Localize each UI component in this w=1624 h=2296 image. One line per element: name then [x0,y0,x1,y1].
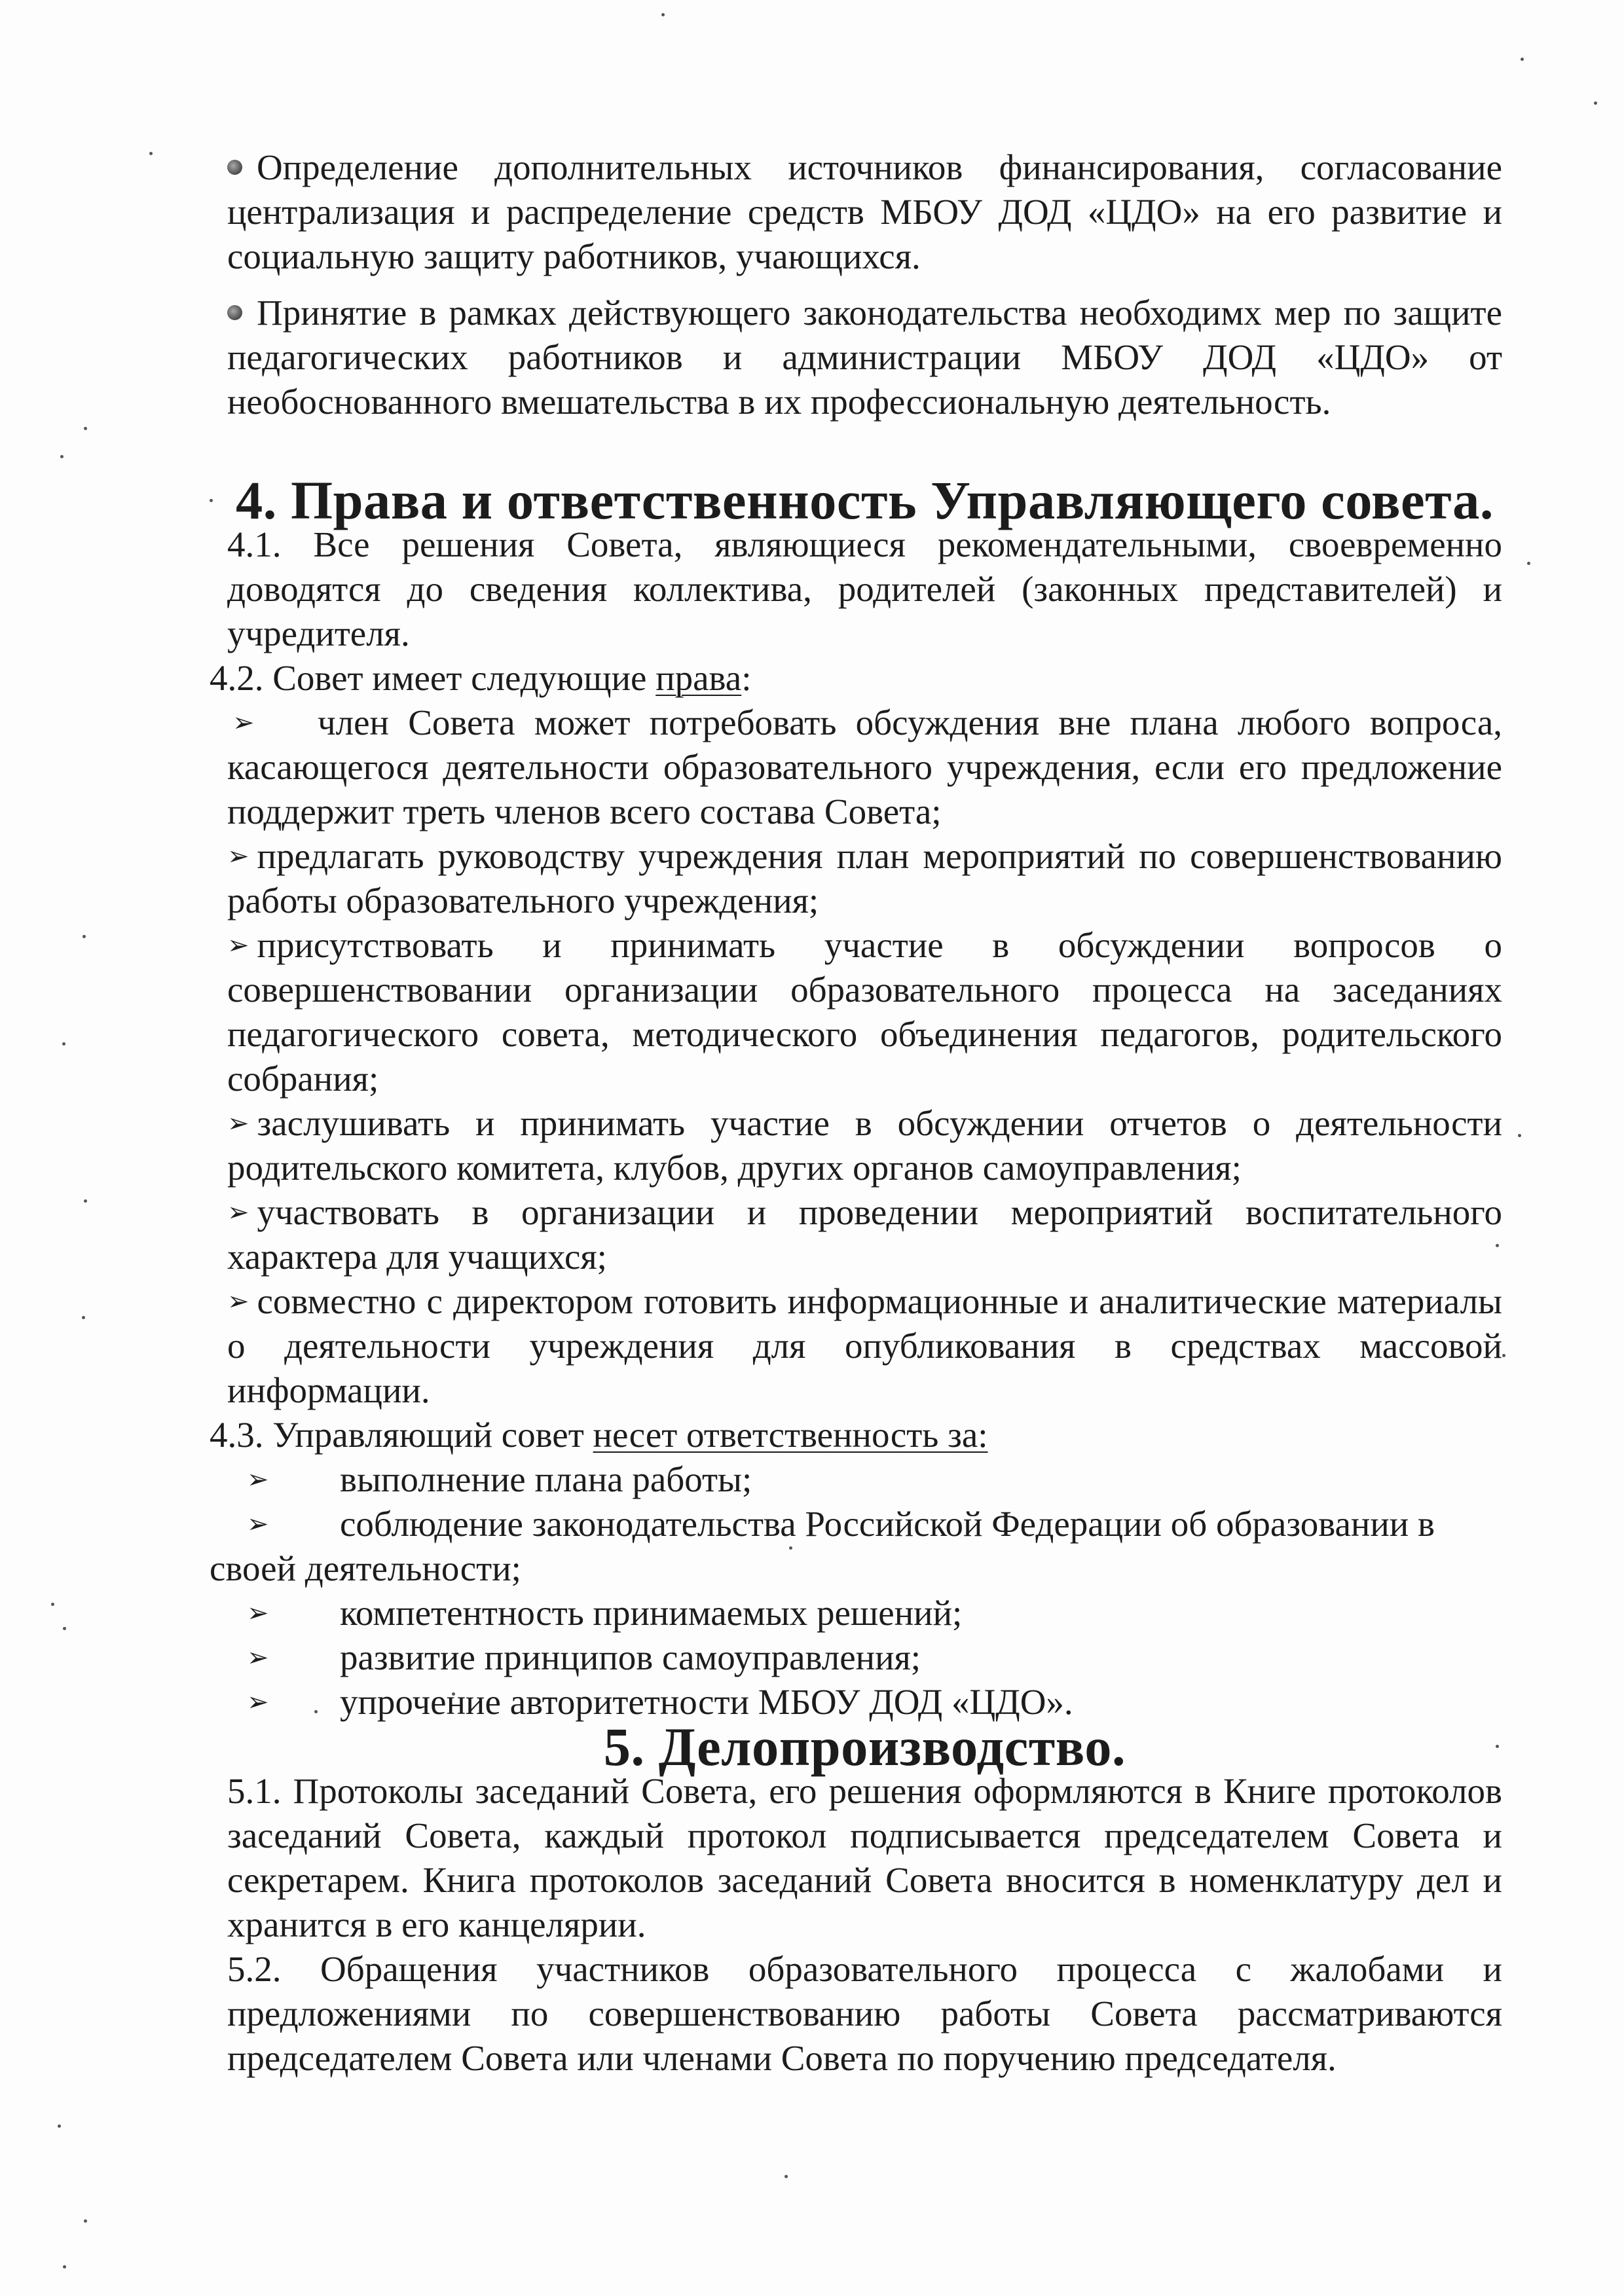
paragraph-4-2 [210,656,1502,701]
right-arrowhead-icon: ➢ [227,1286,249,1317]
scan-speck [60,455,64,458]
liability-item-2-text: соблюдение законодательства Российской Федерации об образовании в [340,1504,1435,1544]
liability-item-4 [227,1635,1502,1680]
liability-item-4-text: развитие принципов самоуправления; [340,1637,921,1677]
scan-speck [1502,1354,1505,1357]
rights-item-1-text: член Совета может потребовать обсуждения вне плана любого вопроса, касающегося деятельности образовательного учреждения, если его предложение поддержит треть членов всего состава Совета; [227,702,1502,831]
scan-speck [84,2219,87,2223]
document-body [210,145,1502,2081]
paragraph-4-3 [210,1413,1502,1457]
right-arrowhead-icon: ➢ [247,1687,269,1718]
liability-item-2 [227,1502,1502,1546]
right-arrowhead-icon: ➢ [227,930,249,961]
rights-item-6-text: совместно с директором готовить информационные и аналитические материалы о деятельности учреждения для опубликования в средствах массовой информации. [227,1281,1502,1410]
section3-bullet-2 [227,291,1502,424]
paragraph-4-2-underlined: права [655,658,742,698]
rights-item-5 [227,1190,1502,1279]
liability-item-2-continuation: своей деятельности; [210,1548,521,1588]
scan-speck [784,2175,788,2178]
scan-speck [82,1316,85,1319]
right-arrowhead-icon: ➢ [247,1509,269,1540]
scan-speck [1527,562,1530,565]
scan-speck [661,13,665,16]
paragraph-4-2-lead: 4.2. Совет имеет следующие [210,658,656,698]
rights-item-4-text: заслушивать и принимать участие в обсуждении отчетов о деятельности родительского комитета, клубов, других органов самоуправления; [227,1103,1502,1188]
paragraph-4-1: 4.1. Все решения Совета, являющиеся рекомендательными, своевременно доводятся до сведения коллектива, родителей (законных представителей) и учредителя. [227,524,1502,653]
rights-item-2 [227,834,1502,923]
rights-item-3 [227,923,1502,1101]
section5-heading: 5. Делопроизводство. [603,1717,1126,1777]
section4-heading: 4. Права и ответственность Управляющего совета. [235,470,1494,530]
paragraph-5-1: 5.1. Протоколы заседаний Совета, его решения оформляются в Книге протоколов заседаний Совета, каждый протокол подписывается председателем Совета и секретарем. Книга протоколов заседаний Совета вносится в номенклатуру дел и хранится в его канцелярии. [227,1771,1502,1944]
right-arrowhead-icon: ➢ [247,1465,269,1495]
right-arrowhead-icon: ➢ [227,1197,249,1228]
paragraph-4-3-lead: 4.3. Управляющий совет [210,1415,593,1455]
filled-circle-bullet-icon [227,305,242,320]
rights-item-4 [227,1101,1502,1190]
right-arrowhead-icon: ➢ [247,1643,269,1673]
filled-circle-bullet-icon [227,160,242,175]
scan-speck [84,427,87,430]
liability-item-3 [227,1591,1502,1635]
rights-item-2-text: предлагать руководству учреждения план мероприятий по совершенствованию работы образовательного учреждения; [227,836,1502,920]
scan-speck [83,935,86,938]
right-arrowhead-icon: ➢ [227,841,249,872]
liability-item-1-text: выполнение плана работы; [340,1459,752,1499]
scan-speck [84,1199,87,1203]
scan-speck [210,499,213,502]
rights-item-3-text: присутствовать и принимать участие в обсуждении вопросов о совершенствовании организации образовательного процесса на заседаниях педагогического совета, методического объединения педагогов, родительского собрания; [227,925,1502,1099]
right-arrowhead-icon: ➢ [227,1108,249,1139]
scan-speck [1594,101,1597,105]
scan-speck [51,1603,54,1606]
right-arrowhead-icon: ➢ [232,708,255,738]
paragraph-5-2: 5.2. Обращения участников образовательного процесса с жалобами и предложениями по совершенствованию работы Совета рассматриваются председателем Совета или членами Совета по поручению председателя. [227,1949,1502,2078]
right-arrowhead-icon: ➢ [247,1598,269,1629]
rights-item-5-text: участвовать в организации и проведении мероприятий воспитательного характера для учащихся; [227,1192,1502,1277]
scan-speck [149,152,153,155]
rights-item-1 [227,701,1502,834]
scan-speck [63,1627,66,1630]
rights-item-6 [227,1279,1502,1413]
scan-speck [58,2124,61,2128]
liability-item-5-text: упрочение авторитетности МБОУ ДОД «ЦДО». [340,1682,1073,1722]
liability-item-3-text: компетентность принимаемых решений; [340,1593,963,1633]
scan-speck [63,2265,66,2269]
paragraph-4-2-tail: : [741,658,752,698]
paragraph-4-3-underlined: несет ответственность за: [593,1415,988,1455]
scan-speck [1518,1134,1521,1137]
scan-speck [62,1042,65,1046]
section3-bullet-1 [227,145,1502,279]
liability-item-1 [227,1457,1502,1502]
section3-bullet-2-text: Принятие в рамках действующего законодательства необходимх мер по защите педагогических работников и администрации МБОУ ДОД «ЦДО» от необоснованного вмешательства в их профессиональную деятельность. [227,293,1502,422]
section3-bullet-1-text: Определение дополнительных источников финансирования, согласование централизация и распределение средств МБОУ ДОД «ЦДО» на его развитие и социальную защиту работников, учающихся. [227,147,1502,276]
scan-speck [1521,58,1524,61]
